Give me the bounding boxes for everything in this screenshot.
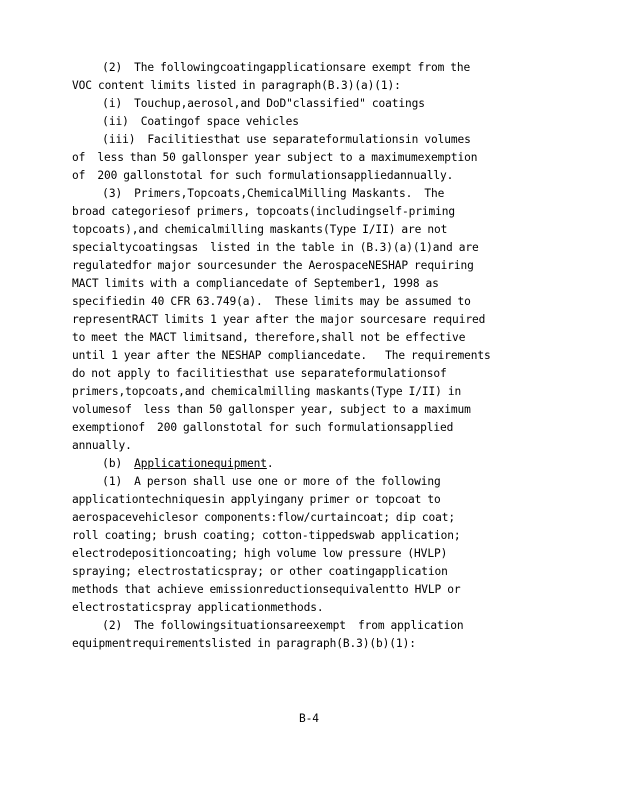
body-line: (1) A person shall use one or more of the following bbox=[72, 475, 441, 488]
body-line: (2) The followingcoatingapplicationsare exempt from the bbox=[72, 61, 471, 74]
body-line: broad categoriesof primers, topcoats(includingself-priming bbox=[72, 205, 456, 218]
body-line: electrostaticspray applicationmethods. bbox=[72, 601, 324, 614]
body-line: regulatedfor major sourcesunder the AerospaceNESHAP requiring bbox=[72, 259, 474, 272]
body-line: spraying; electrostaticspray; or other coatingapplication bbox=[72, 565, 448, 578]
body-line: (3) Primers,Topcoats,ChemicalMilling Maskants. The bbox=[72, 187, 445, 200]
body-line: specifiedin 40 CFR 63.749(a). These limits may be assumed to bbox=[72, 295, 471, 308]
body-line: exemptionof 200 gallonstotal for such formulationsapplied bbox=[72, 421, 454, 434]
body-line: (2) The followingsituationsareexempt from application bbox=[72, 619, 464, 632]
subsection-suffix: . bbox=[266, 457, 274, 470]
body-line: specialtycoatingsas listed in the table in (B.3)(a)(1)and are bbox=[72, 241, 479, 254]
page-number: B-4 bbox=[299, 712, 319, 725]
body-line: (ii) Coatingof space vehicles bbox=[72, 115, 299, 128]
body-line: applicationtechniquesin applyingany primer or topcoat to bbox=[72, 493, 441, 506]
body-line: MACT limits with a compliancedate of September1, 1998 as bbox=[72, 277, 439, 290]
body-line: representRACT limits 1 year after the major sourcesare required bbox=[72, 313, 486, 326]
body-line: (i) Touchup,aerosol,and DoD"classified" coatings bbox=[72, 97, 425, 110]
body-line: roll coating; brush coating; cotton-tippedswab application; bbox=[72, 529, 461, 542]
body-line: (iii) Facilitiesthat use separateformulationsin volumes bbox=[72, 133, 471, 146]
body-line: annually. bbox=[72, 439, 132, 452]
body-line: VOC content limits listed in paragraph(B.3)(a)(1): bbox=[72, 79, 401, 92]
body-line: topcoats),and chemicalmilling maskants(Type I/II) are not bbox=[72, 223, 448, 236]
body-line: aerospacevehiclesor components:flow/curtaincoat; dip coat; bbox=[72, 511, 456, 524]
body-line: to meet the MACT limitsand, therefore,shall not be effective bbox=[72, 331, 466, 344]
body-line: primers,topcoats,and chemicalmilling maskants(Type I/II) in bbox=[72, 385, 462, 398]
subsection-heading bbox=[72, 455, 274, 473]
subsection-title: Applicationequipment bbox=[134, 457, 267, 470]
body-line: electrodepositioncoating; high volume low pressure (HVLP) bbox=[72, 547, 448, 560]
body-line: of less than 50 gallonsper year subject to a maximumexemption bbox=[72, 151, 478, 164]
body-line: methods that achieve emissionreductionsequivalentto HVLP or bbox=[72, 583, 461, 596]
body-line: of 200 gallonstotal for such formulationsappliedannually. bbox=[72, 169, 454, 182]
body-line: do not apply to facilitiesthat use separateformulationsof bbox=[72, 367, 447, 380]
body-line: equipmentrequirementslisted in paragraph(B.3)(b)(1): bbox=[72, 637, 416, 650]
body-line: until 1 year after the NESHAP compliancedate. The requirements bbox=[72, 349, 491, 362]
subsection-prefix: (b) bbox=[72, 457, 135, 470]
body-line: volumesof less than 50 gallonsper year, subject to a maximum bbox=[72, 403, 471, 416]
